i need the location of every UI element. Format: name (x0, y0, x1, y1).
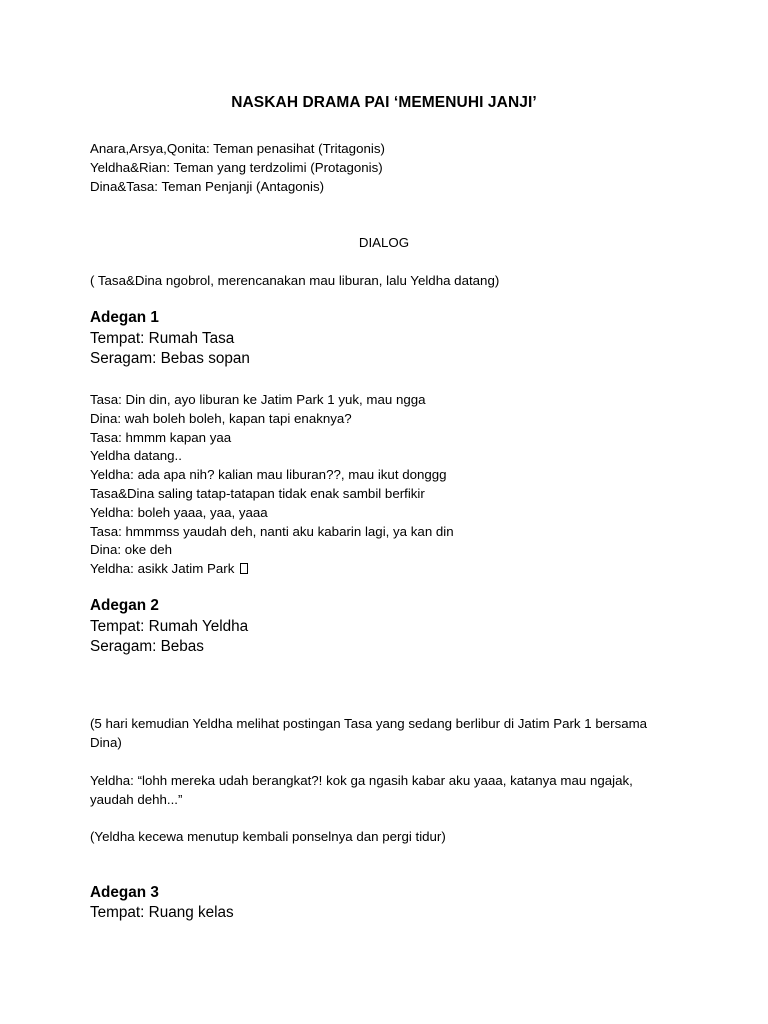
scene-1-line: Yeldha datang.. (90, 448, 182, 463)
dialog-heading: DIALOG (358, 235, 410, 250)
scene-2-note-line-2: Dina) (90, 735, 122, 750)
scene-3-place: Tempat: Ruang kelas (90, 904, 234, 921)
scene-1-line: Tasa&Dina saling tatap-tatapan tidak enak sambil berfikir (90, 486, 425, 501)
scene-1-uniform: Seragam: Bebas sopan (90, 350, 250, 367)
scene-2-quote-line-1: Yeldha: “lohh mereka udah berangkat?! kok ga ngasih kabar aku yaaa, katanya mau ngajak, (90, 773, 633, 788)
scene-1-heading: Adegan 1 (90, 309, 159, 326)
scene-3-heading: Adegan 3 (90, 884, 159, 901)
scene-1-place: Tempat: Rumah Tasa (90, 330, 235, 347)
scene-1-line: Tasa: hmmm kapan yaa (90, 430, 232, 445)
scene-2-uniform: Seragam: Bebas (90, 638, 204, 655)
missing-glyph-icon (240, 563, 248, 574)
scene-1-line-text: Yeldha: asikk Jatim Park (90, 561, 235, 576)
scene-2-heading: Adegan 2 (90, 597, 159, 614)
scene-1-line: Yeldha: ada apa nih? kalian mau liburan??, mau ikut donggg (90, 467, 447, 482)
scene-1-line-last (90, 559, 248, 578)
scene-2-quote-line-2: yaudah dehh...” (90, 792, 183, 807)
scene-1-line: Tasa: Din din, ayo liburan ke Jatim Park 1 yuk, mau ngga (90, 392, 426, 407)
scene-1-line: Dina: wah boleh boleh, kapan tapi enaknya? (90, 411, 352, 426)
cast-line-antagonis: Dina&Tasa: Teman Penjanji (Antagonis) (90, 179, 325, 194)
scene-1-line: Tasa: hmmmss yaudah deh, nanti aku kabarin lagi, ya kan din (90, 524, 454, 539)
scene-1-line: Yeldha: boleh yaaa, yaa, yaaa (90, 505, 268, 520)
cast-line-tritagonis: Anara,Arsya,Qonita: Teman penasihat (Tritagonis) (90, 141, 385, 156)
scene-2-note-line-1: (5 hari kemudian Yeldha melihat postingan Tasa yang sedang berlibur di Jatim Park 1 bersama (90, 716, 648, 731)
scene-1-line: Dina: oke deh (90, 542, 173, 557)
scene-2-stage-note: (Yeldha kecewa menutup kembali ponselnya dan pergi tidur) (90, 829, 446, 844)
document-title: NASKAH DRAMA PAI ‘MEMENUHI JANJI’ (231, 94, 537, 111)
intro-stage-note: ( Tasa&Dina ngobrol, merencanakan mau liburan, lalu Yeldha datang) (90, 273, 500, 288)
cast-line-protagonis: Yeldha&Rian: Teman yang terdzolimi (Protagonis) (90, 160, 383, 175)
scene-2-place: Tempat: Rumah Yeldha (90, 618, 249, 635)
